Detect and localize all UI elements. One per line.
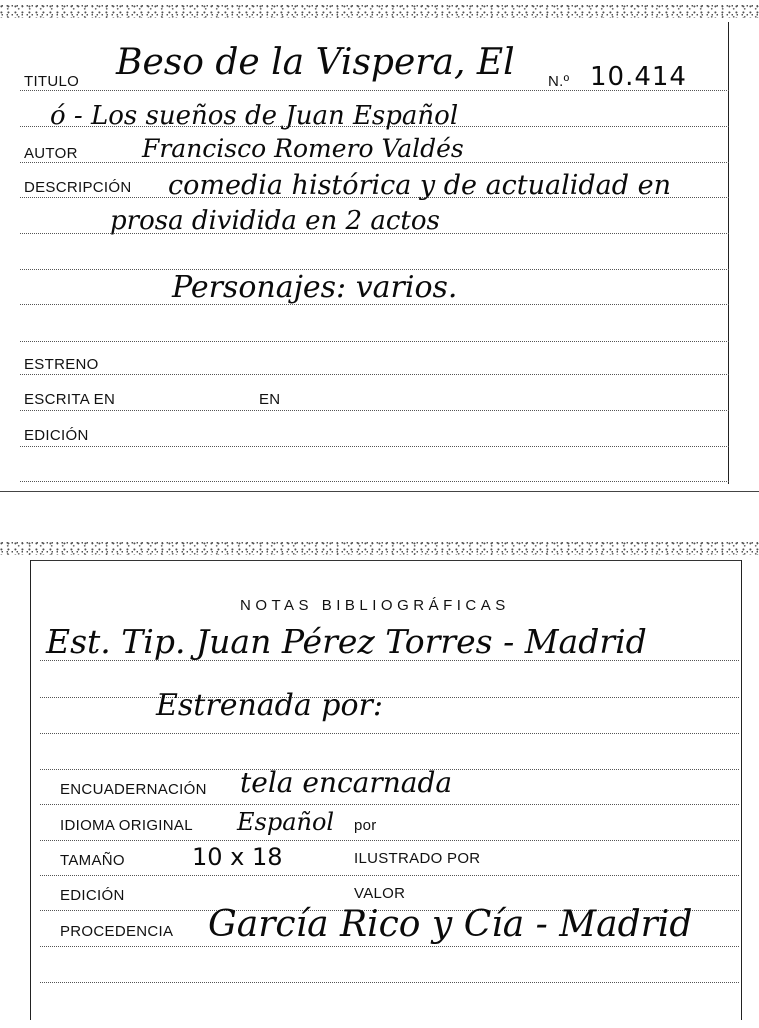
scan-speckle-bottom xyxy=(0,541,759,555)
handwritten-notes-line2: Estrenada por: xyxy=(156,688,383,723)
rule-line xyxy=(40,697,739,698)
card-top-edge xyxy=(30,560,742,561)
card-separator xyxy=(0,491,759,492)
handwritten-language: Español xyxy=(237,808,335,836)
rule-line xyxy=(20,410,729,411)
rule-line xyxy=(20,374,729,375)
label-escrita-en: ESCRITA EN xyxy=(24,391,116,408)
rule-line xyxy=(40,875,739,876)
handwritten-notes-line1: Est. Tip. Juan Pérez Torres - Madrid xyxy=(46,622,647,661)
handwritten-description-line2: prosa dividida en 2 actos xyxy=(110,206,440,236)
card-right-edge xyxy=(728,22,729,484)
label-por: por xyxy=(354,817,377,834)
handwritten-size: 10 x 18 xyxy=(192,843,283,871)
scan-speckle-top xyxy=(0,4,759,18)
label-descripcion: DESCRIPCIÓN xyxy=(24,179,132,196)
label-numero: N.º xyxy=(548,73,570,90)
label-tamano: TAMAÑO xyxy=(60,852,125,869)
handwritten-characters: Personajes: varios. xyxy=(172,270,458,305)
card-left-edge xyxy=(30,560,31,1020)
rule-line xyxy=(40,733,739,734)
handwritten-number: 10.414 xyxy=(590,62,687,92)
label-en: EN xyxy=(259,391,281,408)
handwritten-subtitle: ó - Los sueños de Juan Español xyxy=(50,101,459,131)
label-procedencia: PROCEDENCIA xyxy=(60,923,174,940)
rule-line xyxy=(20,341,729,342)
handwritten-description-line1: comedia histórica y de actualidad en xyxy=(168,170,672,201)
label-autor: AUTOR xyxy=(24,145,78,162)
rule-line xyxy=(20,446,729,447)
rule-line xyxy=(20,481,729,482)
rule-line xyxy=(40,840,739,841)
notes-heading: NOTAS BIBLIOGRÁFICAS xyxy=(240,597,510,614)
label-estreno: ESTRENO xyxy=(24,356,99,373)
label-encuadernacion: ENCUADERNACIÓN xyxy=(60,781,207,798)
label-ilustrado-por: ILUSTRADO POR xyxy=(354,850,481,867)
catalog-card-top xyxy=(0,0,759,500)
handwritten-binding: tela encarnada xyxy=(240,766,453,799)
handwritten-provenance: García Rico y Cía - Madrid xyxy=(208,904,693,945)
label-idioma-original: IDIOMA ORIGINAL xyxy=(60,817,193,834)
label-edicion: EDICIÓN xyxy=(24,427,89,444)
card-right-edge xyxy=(741,560,742,1020)
rule-line xyxy=(40,804,739,805)
rule-line xyxy=(40,982,739,983)
label-edicion: EDICIÓN xyxy=(60,887,125,904)
handwritten-title: Beso de la Vispera, El xyxy=(116,42,515,83)
label-titulo: TITULO xyxy=(24,73,80,90)
handwritten-author: Francisco Romero Valdés xyxy=(142,134,464,163)
label-valor: VALOR xyxy=(354,885,406,902)
rule-line xyxy=(40,946,739,947)
